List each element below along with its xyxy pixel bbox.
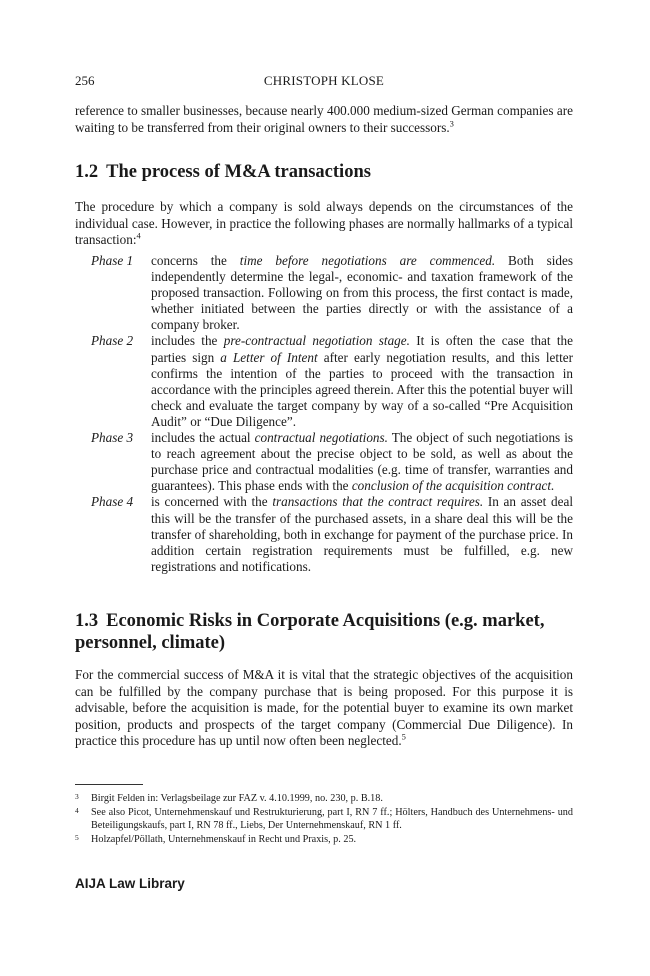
footnote: [75, 833, 573, 846]
phase-item: [91, 494, 573, 574]
phase-label: Phase 1: [91, 253, 134, 268]
phase-text: includes the pre-contractual negotiation stage. It is often the case that the parties sign a Letter of Intent after early negotiation results, and this letter confirms the intention of the parties to proceed with the transaction in accordance with the principles agreed therein. After this the potential buyer will check and evaluate the target company by way of a so-called “Pre Acquisition Audit” or “Due Diligence”.: [151, 333, 573, 429]
footnote-ref[interactable]: 4: [136, 230, 141, 241]
section-title: Economic Risks in Corporate Acquisitions (e.g. market, personnel, climate): [75, 611, 545, 653]
footnote-number: 5: [75, 833, 79, 842]
section-heading: [75, 161, 573, 183]
footnote: [75, 792, 573, 805]
footnotes: [75, 792, 573, 847]
footnote: [75, 806, 573, 832]
phase-label: Phase 4: [91, 494, 134, 510]
section-number: 1.3: [75, 611, 99, 631]
phase-text: concerns the time before negotiations are commenced. Both sides independently determine the legal-, economic- and taxation framework of the proposed transaction. Following on from this process, the first contact is made, whether initiated between the parties directly or with the assistance of a company broker.: [151, 253, 573, 333]
paragraph-text: For the commercial success of M&A it is vital that the strategic objectives of the acquisition can be fulfilled by the company purchase that is being proposed. For this purpose it is advisable, before the acquisition is made, for the potential buyer to examine its own market position, products and prospects of the target company (Commercial Due Diligence). In practice this procedure has up until now often been neglected.: [75, 667, 573, 749]
section-paragraph: [75, 199, 573, 249]
library-footer: AIJA Law Library: [75, 876, 185, 891]
phase-label: Phase 2: [91, 333, 134, 349]
footnote-number: 3: [75, 792, 79, 801]
phase-text: is concerned with the transactions that the contract requires. In an asset deal this will be the transfer of the purchased assets, in a share deal this will be the transfer of shareholding, both in exchange for payment of the purchase price. In addition certain registration requirements must be fulfilled, e.g. new registrations and notifications.: [151, 494, 573, 574]
phase-label: Phase 3: [91, 430, 134, 446]
footnote-text: Birgit Felden in: Verlagsbeilage zur FAZ v. 4.10.1999, no. 230, p. B.18.: [91, 793, 383, 804]
phase-item: [91, 333, 573, 430]
footnote-ref[interactable]: 3: [449, 118, 454, 129]
section-paragraph: [75, 667, 573, 750]
paragraph-text: The procedure by which a company is sold always depends on the circumstances of the individual case. However, in practice the following phases are normally hallmarks of a typical transaction:: [75, 199, 573, 248]
phase-item: [91, 253, 573, 333]
phase-text: includes the actual contractual negotiations. The object of such negotiations is to reach agreement about the precise object to be sold, as well as about the purchase price and contractual modalities (e.g. time of transfer, warranties and guarantees). This phase ends with the conclusion of the acquisition contract.: [151, 430, 573, 494]
footnote-text: Holzapfel/Pöllath, Unternehmenskauf in Recht und Praxis, p. 25.: [91, 834, 357, 845]
footnote-ref[interactable]: 5: [401, 731, 406, 742]
phases-list: [91, 253, 573, 575]
page-number: 256: [75, 73, 95, 88]
footnote-divider: [75, 784, 143, 785]
phase-item: [91, 430, 573, 494]
section-heading: [75, 610, 573, 654]
section-title: The process of M&A transactions: [106, 162, 371, 182]
section-number: 1.2: [75, 162, 99, 182]
footnote-text: See also Picot, Unternehmenskauf und Restrukturierung, part I, RN 7 ff.; Hölters, Handbuch des Unternehmens- und Beteiligungskaufs, part I, RN 78 ff., Liebs, Der Unternehmenskauf, RN 1 ff.: [91, 807, 573, 831]
intro-text: reference to smaller businesses, because nearly 400.000 medium-sized German companies are waiting to be transferred from their original owners to their successors.: [75, 103, 573, 135]
running-head-author: CHRISTOPH KLOSE: [263, 73, 385, 88]
footnote-number: 4: [75, 806, 79, 815]
intro-paragraph: [75, 103, 573, 136]
